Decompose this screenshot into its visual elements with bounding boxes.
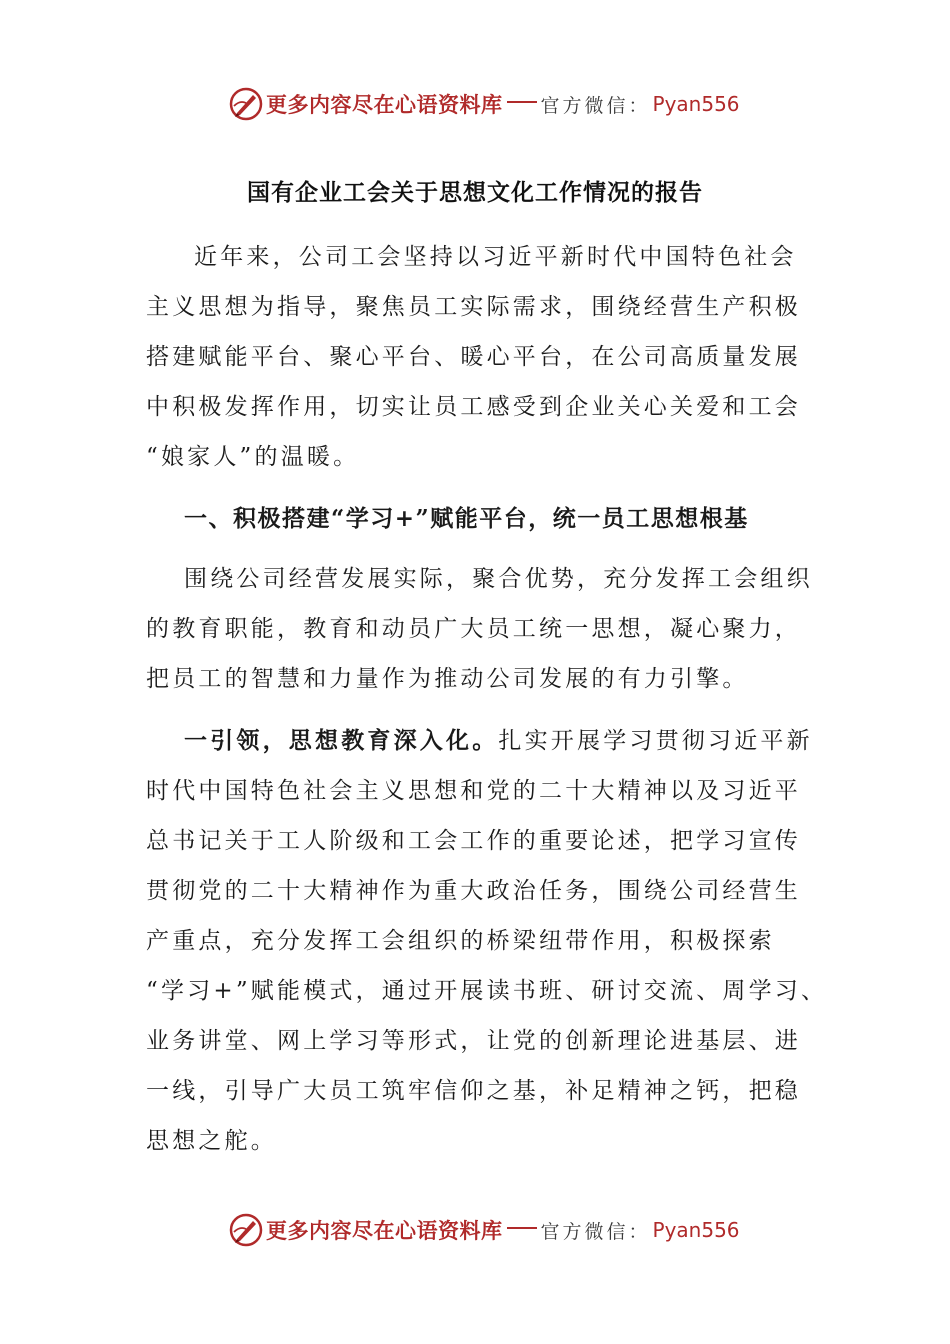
item-line: 一线，引导广大员工筑牢信仰之基，补足精神之钙，把稳 [146,1078,801,1104]
item-line: 产重点，充分发挥工会组织的桥梁纽带作用，积极探索 [146,928,775,954]
section-line: 把员工的智慧和力量作为推动公司发展的有力引擎。 [146,666,749,692]
pen-logo-icon [228,1212,264,1248]
item-first-line [146,716,826,766]
banner-wechat-id: Pyan556 [652,1218,740,1242]
intro-paragraph [146,232,826,482]
intro-line: 搭建赋能平台、聚心平台、暖心平台，在公司高质量发展 [146,344,801,370]
intro-line: 近年来，公司工会坚持以习近平新时代中国特色社会 [194,244,797,270]
item-lead: 一引领，思想教育深入化。 [184,727,499,754]
intro-line: “娘家人”的温暖。 [146,444,360,470]
section-heading: 一、积极搭建“学习+”赋能平台，统一员工思想根基 [184,505,749,532]
section-line: 的教育职能，教育和动员广大员工统一思想，凝心聚力， [146,616,801,642]
intro-line: 主义思想为指导，聚焦员工实际需求，围绕经营生产积极 [146,294,801,320]
banner-dash [507,101,537,103]
section-paragraph [146,554,826,704]
banner-wechat-label: 官方微信： [540,94,651,117]
item-line: 贯彻党的二十大精神作为重大政治任务，围绕公司经营生 [146,878,801,904]
banner-wechat-id: Pyan556 [652,92,740,116]
item-line: “学习+”赋能模式，通过开展读书班、研讨交流、周学习、 [146,978,828,1004]
document-title: 国有企业工会关于思想文化工作情况的报告 [247,179,703,206]
item-line: 业务讲堂、网上学习等形式，让党的创新理论进基层、进 [146,1028,801,1054]
item-paragraph [146,716,826,1166]
item-line: 时代中国特色社会主义思想和党的二十大精神以及习近平 [146,778,801,804]
intro-line: 中积极发挥作用，切实让员工感受到企业关心关爱和工会 [146,394,801,420]
pen-logo-icon [228,86,264,122]
banner-promo-text: 更多内容尽在心语资料库 [266,92,503,117]
banner-promo-text: 更多内容尽在心语资料库 [266,1218,503,1243]
section-line: 围绕公司经营发展实际，聚合优势，充分发挥工会组织 [184,566,813,592]
item-line: 总书记关于工人阶级和工会工作的重要论述，把学习宣传 [146,828,801,854]
footer-banner [228,1210,740,1250]
item-line: 思想之舵。 [146,1128,277,1154]
header-banner [228,84,740,124]
item-lead-rest: 扎实开展学习贯彻习近平新 [498,728,813,754]
banner-wechat-label: 官方微信： [540,1220,651,1243]
banner-dash [507,1227,537,1229]
